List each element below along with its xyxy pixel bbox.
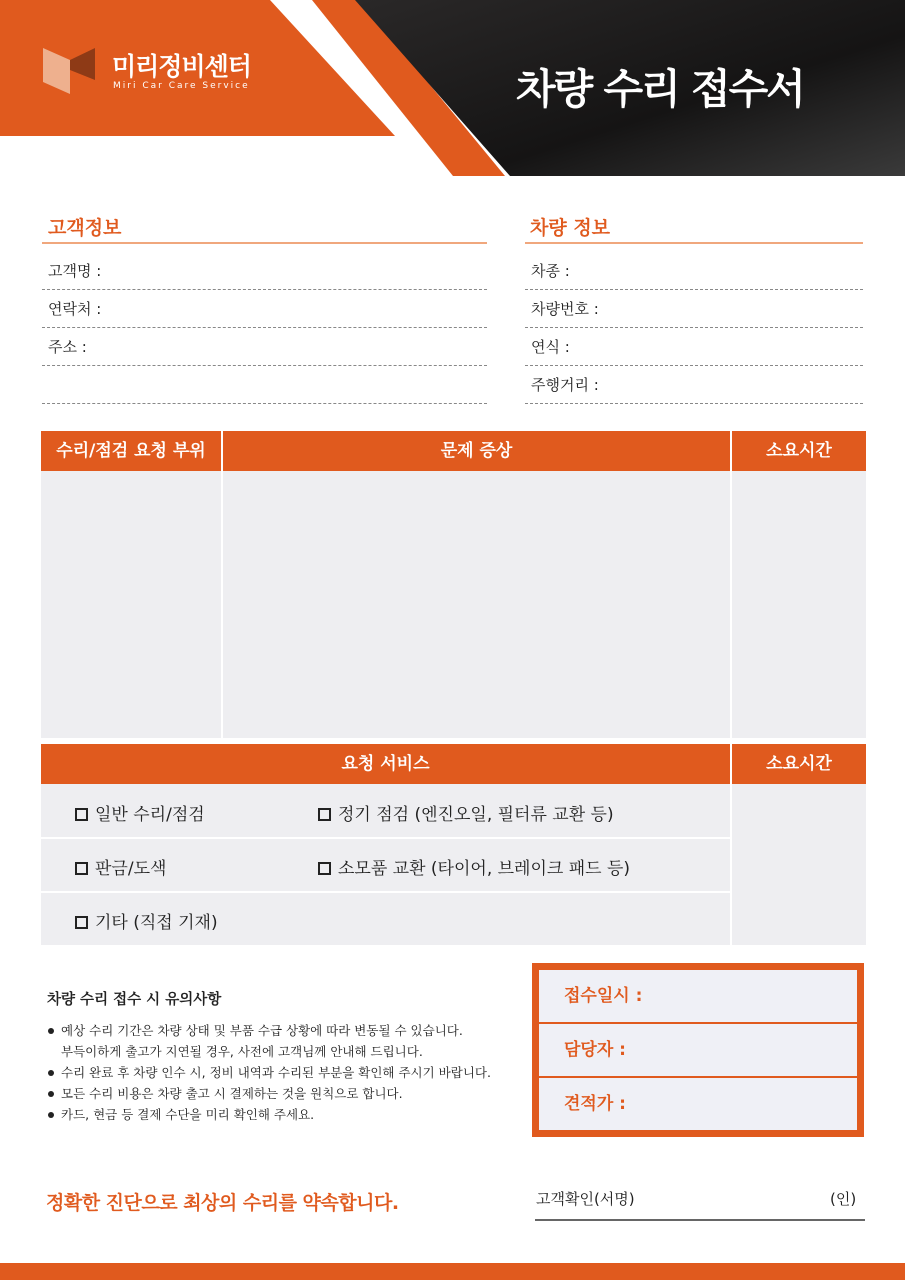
vehicle-model-field[interactable]: 차종 :: [525, 252, 863, 290]
checkbox-other[interactable]: [75, 908, 218, 933]
receipt-box: [532, 963, 864, 1137]
vehicle-year-field[interactable]: 연식 :: [525, 328, 863, 366]
option-label: 일반 수리/점검: [95, 805, 205, 825]
checkbox-icon: [318, 862, 331, 875]
receipt-date-field[interactable]: 접수일시 :: [539, 970, 857, 1022]
staff-field[interactable]: 담당자 :: [539, 1024, 857, 1076]
repair-part-cell[interactable]: [41, 471, 221, 738]
checkbox-icon: [318, 808, 331, 821]
symptom-header: 문제 증상: [223, 431, 730, 471]
time-cell[interactable]: [732, 471, 866, 738]
note-item: 카드, 현금 등 결제 수단을 미리 확인해 주세요.: [45, 1104, 515, 1125]
note-item: 모든 수리 비용은 차량 출고 시 결제하는 것을 원칙으로 합니다.: [45, 1083, 515, 1104]
symptom-cell[interactable]: [223, 471, 730, 738]
option-label: 정기 점검 (엔진오일, 필터류 교환 등): [338, 805, 614, 825]
customer-section-title: 고객정보: [48, 217, 122, 239]
customer-name-field[interactable]: 고객명 :: [42, 252, 487, 290]
option-label: 기타 (직접 기재): [95, 913, 218, 933]
vehicle-plate-field[interactable]: 차량번호 :: [525, 290, 863, 328]
customer-address-line2[interactable]: [42, 366, 487, 404]
checkbox-general-repair[interactable]: [75, 800, 205, 825]
checkbox-bodywork[interactable]: [75, 854, 166, 879]
checkbox-icon: [75, 916, 88, 929]
service-time-cell[interactable]: [732, 784, 866, 945]
checkbox-icon: [75, 862, 88, 875]
signature-label: 고객확인(서명): [536, 1190, 635, 1208]
time-header: 소요시간: [732, 431, 866, 471]
estimate-field[interactable]: 견적가 :: [539, 1078, 857, 1130]
footer-bar: [0, 1263, 905, 1280]
repair-part-header: 수리/점검 요청 부위: [41, 431, 221, 471]
customer-phone-field[interactable]: 연락처 :: [42, 290, 487, 328]
brand-subtitle: Miri Car Care Service: [113, 81, 250, 91]
note-item: 예상 수리 기간은 차량 상태 및 부품 수급 상황에 따라 변동될 수 있습니다. 부득이하게 출고가 지연될 경우, 사전에 고객님께 안내해 드립니다.: [45, 1020, 515, 1062]
divider: [525, 242, 863, 244]
service-header: 요청 서비스: [41, 744, 730, 784]
vehicle-mileage-field[interactable]: 주행거리 :: [525, 366, 863, 404]
signature-line[interactable]: [535, 1219, 865, 1221]
checkbox-regular-inspection[interactable]: [318, 800, 614, 825]
note-item: 수리 완료 후 차량 인수 시, 정비 내역과 수리된 부분을 확인해 주시기 바랍니다.: [45, 1062, 515, 1083]
seal-label: (인): [830, 1190, 857, 1208]
brand-name: 미리정비센터: [112, 52, 251, 81]
checkbox-consumables[interactable]: [318, 854, 630, 879]
option-label: 소모품 교환 (타이어, 브레이크 패드 등): [338, 859, 631, 879]
slogan: 정확한 진단으로 최상의 수리를 약속합니다.: [46, 1192, 399, 1214]
customer-address-field[interactable]: 주소 :: [42, 328, 487, 366]
checkbox-icon: [75, 808, 88, 821]
notes-title: 차량 수리 접수 시 유의사항: [47, 992, 222, 1008]
vehicle-section-title: 차량 정보: [530, 217, 611, 239]
divider: [42, 242, 487, 244]
page-title: 차량 수리 접수서: [516, 65, 804, 113]
option-label: 판금/도색: [95, 859, 167, 879]
service-time-header: 소요시간: [732, 744, 866, 784]
